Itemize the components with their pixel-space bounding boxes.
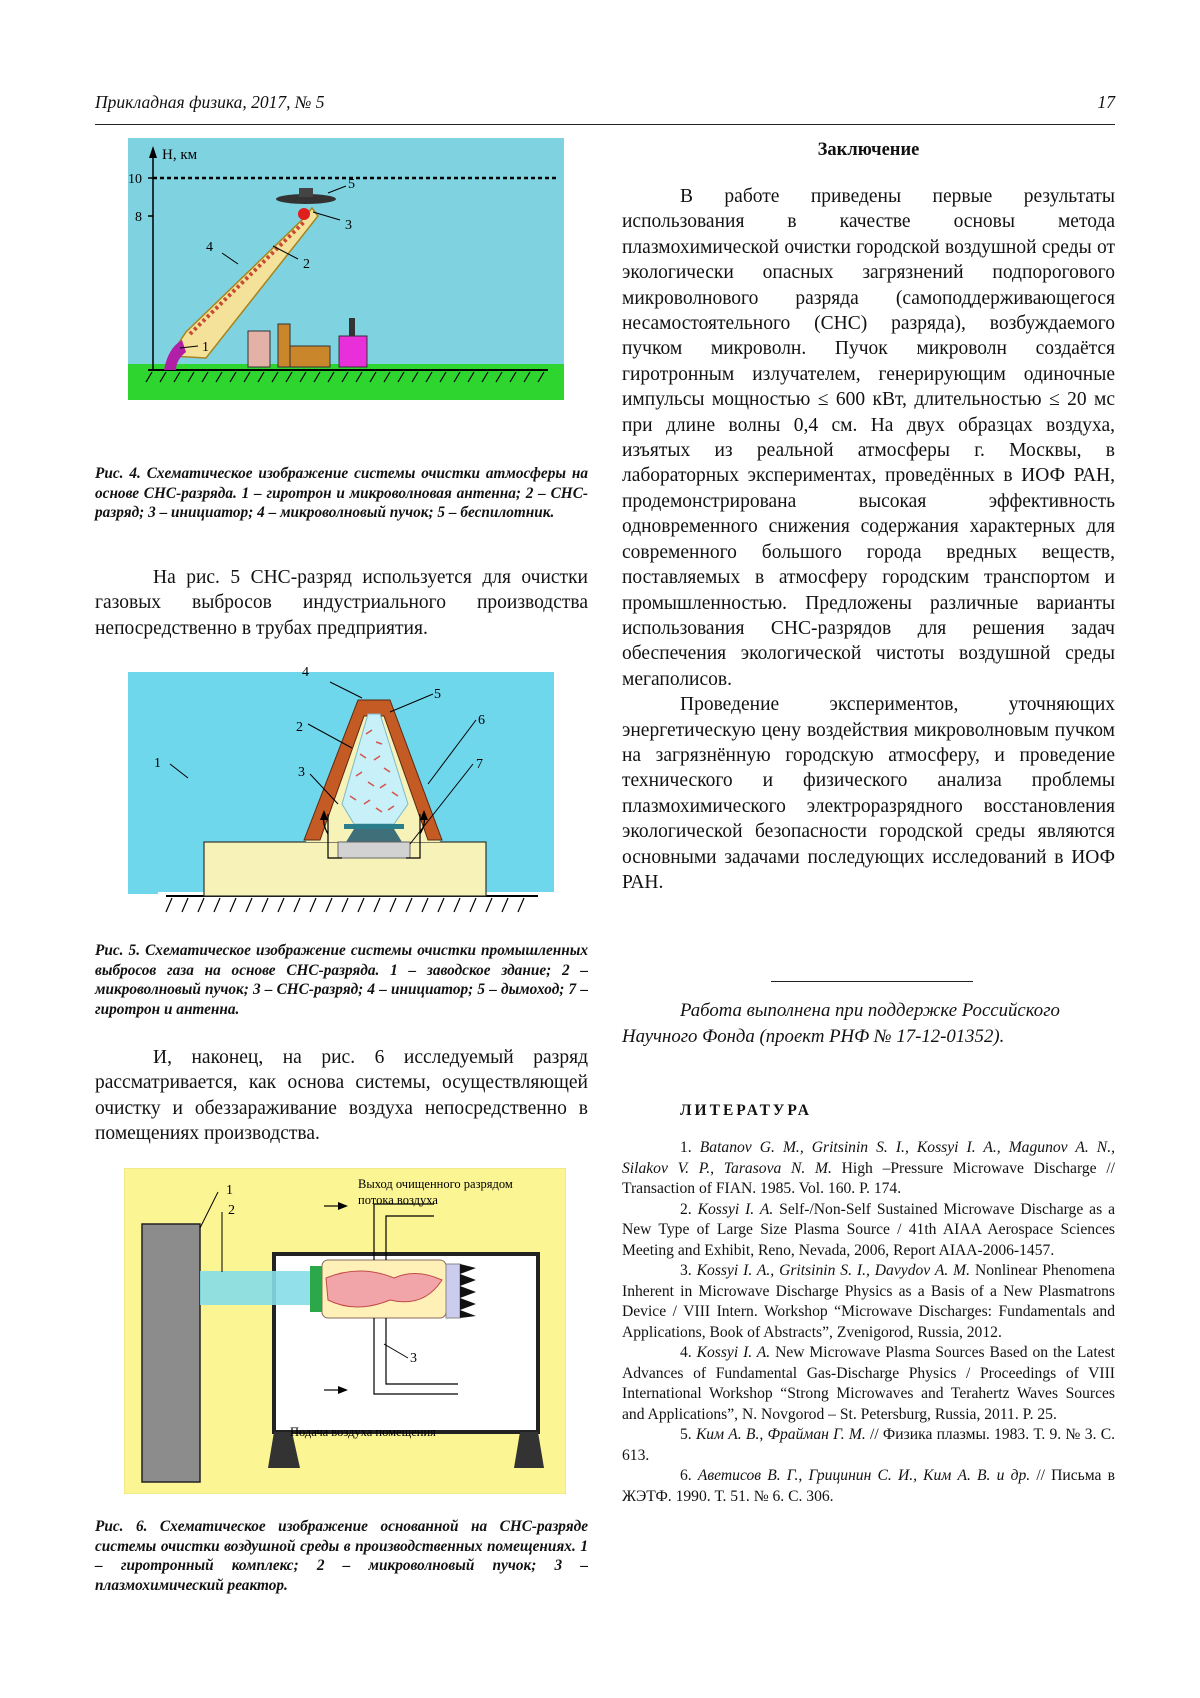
reference-authors: Batanov G. M., Gritsinin S. I., Kossyi I. A., Magunov A. N., Silakov V. P., Tarasova N. M. xyxy=(622,1139,1115,1177)
fig6-label-3: 3 xyxy=(410,1351,417,1366)
references-title: ЛИТЕРАТУРА xyxy=(680,1102,812,1119)
separator-line xyxy=(771,981,973,982)
fig5-label-7: 7 xyxy=(476,757,483,772)
running-header xyxy=(95,92,1115,125)
reference-item xyxy=(622,1200,1115,1262)
outlet-label-line2: потока воздуха xyxy=(358,1193,438,1207)
figure-6-drawing xyxy=(124,1168,566,1494)
conclusion-paragraph-1: В работе приведены первые результаты использования в качестве основы метода плазмохимической очистки городской воздушной среды от экологически опасных загрязнений подпорогового микроволнового разряда (самоподдерживающегося несамостоятельного (СНС) разряда), возбуждаемого пучком микроволн. Пучок микроволн создаётся гиротронным излучателем, генерирующим одиночные импульсы мощностью ≤ 600 кВт, длительностью ≤ 20 мс при длине волны 0,4 см. На двух образцах воздуха, изъятых из реальной атмосферы г. Москвы, в лабораторных экспериментах, проведённых в ИОФ РАН, продемонстрирована высокая эффективность одновременного снижения содержания характерных для современного большого города вредных веществ, поставляемых в атмосферу городским транспортом и промышленностью. Предложены различные варианты использования СНС-разрядов для решения задач обеспечения экологической чистоты воздушной среды мегаполисов. xyxy=(622,186,1115,690)
figure-4-caption: Рис. 4. Схематическое изображение системы очистки атмосферы на основе СНС-разряда. 1 – гиротрон и микроволновая антенна; 2 – СНС-разряд; 3 – инициатор; 4 – микроволновый пучок; 5 – беспилотник. xyxy=(95,465,588,521)
conclusion-paragraph-2: Проведение экспериментов, уточняющих энергетическую цену воздействия микроволновым пучком на загрязнённую городскую атмосферу, и проведение технического и физического анализа проблемы плазмохимического электроразрядного восстановления экологической безопасности городской среды являются основными задачами последующих исследований в ИОФ РАН. xyxy=(622,694,1115,893)
paragraph-text: И, наконец, на рис. 6 исследуемый разряд рассматривается, как основа системы, осуществляющей очистку и обеззараживание воздуха непосредственно в помещениях производства. xyxy=(95,1047,588,1145)
figure-5-drawing xyxy=(128,664,562,922)
reference-details: New Microwave Plasma Sources Based on the Latest Advances of Fundamental Gas-Discharge Physics / Proceedings of VIII International Workshop “Strong Microwaves and Terahertz Waves Sources and Applications”, N. Novgorod – St. Petersburg, Russia, 2011. P. 25. xyxy=(622,1344,1115,1423)
fig4-label-5: 5 xyxy=(348,177,355,192)
outlet-label-line1: Выход очищенного разрядом xyxy=(358,1177,513,1191)
references-list xyxy=(622,1138,1115,1507)
axis-label: H, км xyxy=(162,147,198,163)
fig4-label-1: 1 xyxy=(202,340,209,355)
figure-5-caption: Рис. 5. Схематическое изображение системы очистки промышленных выбросов газа на основе СНС-разряда. 1 – заводское здание; 2 – микроволновый пучок; 3 – СНС-разряд; 4 – инициатор; 5 – дымоход; 7 – гиротрон и антенна. xyxy=(95,942,588,1018)
fig6-label-2: 2 xyxy=(228,1203,235,1218)
paragraph-fig5-intro xyxy=(95,565,588,641)
tick-10: 10 xyxy=(128,172,142,187)
paragraph-fig6-intro xyxy=(95,1045,588,1147)
fig4-label-2: 2 xyxy=(303,257,310,272)
reference-authors: Ким А. В., Фрайман Г. М. xyxy=(695,1426,866,1443)
building xyxy=(248,331,270,367)
figure-5 xyxy=(128,664,562,922)
reference-authors: Kossyi I. A. xyxy=(696,1344,771,1361)
reference-number: 3. xyxy=(680,1262,692,1279)
fig5-label-3: 3 xyxy=(298,765,305,780)
reference-item xyxy=(622,1261,1115,1343)
fig5-label-1: 1 xyxy=(154,756,161,771)
reference-item xyxy=(622,1466,1115,1507)
reference-item xyxy=(622,1425,1115,1466)
figure-4 xyxy=(128,138,564,410)
fig6-label-1: 1 xyxy=(226,1183,233,1198)
fig4-label-3: 3 xyxy=(345,218,352,233)
reference-number: 1. xyxy=(680,1139,692,1156)
paragraph-text: На рис. 5 СНС-разряд используется для очистки газовых выбросов индустриального производства непосредственно в трубах предприятия. xyxy=(95,567,588,639)
fig5-label-4: 4 xyxy=(302,665,309,680)
figure-6-caption: Рис. 6. Схематическое изображение основанной на СНС-разряде системы очистки воздушной среды в производственных помещениях. 1 – гиротронный комплекс; 2 – микроволновый пучок; 3 – плазмохимический реактор. xyxy=(95,1518,588,1594)
inlet-label: Подача воздуха помещения xyxy=(290,1425,436,1439)
fig5-label-5: 5 xyxy=(434,687,441,702)
reference-details: Nonlinear Phenomena Inherent in Microwave Discharge Physics as a Basis of a New Plasmatrons Device / VIII Intern. Workshop “Microwave Discharges: Fundamentals and Applications, Book of Abstracts”, Zvenigorod, Russia, 2012. xyxy=(622,1262,1115,1341)
page-number: 17 xyxy=(1097,92,1115,112)
gyrotron-complex xyxy=(142,1224,200,1482)
tick-8: 8 xyxy=(135,210,142,225)
reference-authors: Kossyi I. A. xyxy=(697,1200,774,1218)
fig5-label-2: 2 xyxy=(296,720,303,735)
initiator xyxy=(298,208,310,220)
reference-item xyxy=(622,1343,1115,1425)
reference-item xyxy=(622,1138,1115,1200)
reference-details: High –Pressure Microwave Discharge // Transaction of FIAN. 1985. Vol. 160. P. 174. xyxy=(622,1159,1115,1197)
fig5-label-6: 6 xyxy=(478,713,485,728)
figure-4-drawing xyxy=(128,138,564,410)
reference-authors: Аветисов В. Г., Грицинин С. И., Ким А. В. и др. xyxy=(697,1467,1031,1484)
reference-authors: Kossyi I. A., Gritsinin S. I., Davydov A. M. xyxy=(696,1262,971,1279)
conclusion-body xyxy=(622,184,1115,895)
fig4-label-4: 4 xyxy=(206,240,213,255)
reference-details: Self-/Non-Self Sustained Microwave Discharge as a New Type of Large Size Plasma Source / 41th AIAA Aerospace Sciences Meeting and Exhibit, Reno, Nevada, 2006, Report AIAA-2006-1457. xyxy=(622,1200,1115,1259)
reference-number: 4. xyxy=(680,1344,692,1361)
journal-title: Прикладная физика, 2017, № 5 xyxy=(95,92,325,112)
reference-number: 2. xyxy=(680,1200,692,1218)
reference-number: 5. xyxy=(680,1426,692,1443)
reference-details: // Физика плазмы. 1983. Т. 9. № 3. С. 613. xyxy=(622,1426,1116,1464)
conclusion-title: Заключение xyxy=(817,140,920,160)
acknowledgement: Работа выполнена при поддержке Российского Научного Фонда (проект РНФ № 17-12-01352). xyxy=(622,1000,1060,1047)
reference-number: 6. xyxy=(680,1467,692,1484)
microwave-beam xyxy=(200,1271,310,1305)
reference-details: // Письма в ЖЭТФ. 1990. Т. 51. № 6. С. 306. xyxy=(622,1467,1115,1505)
figure-6 xyxy=(124,1168,566,1494)
